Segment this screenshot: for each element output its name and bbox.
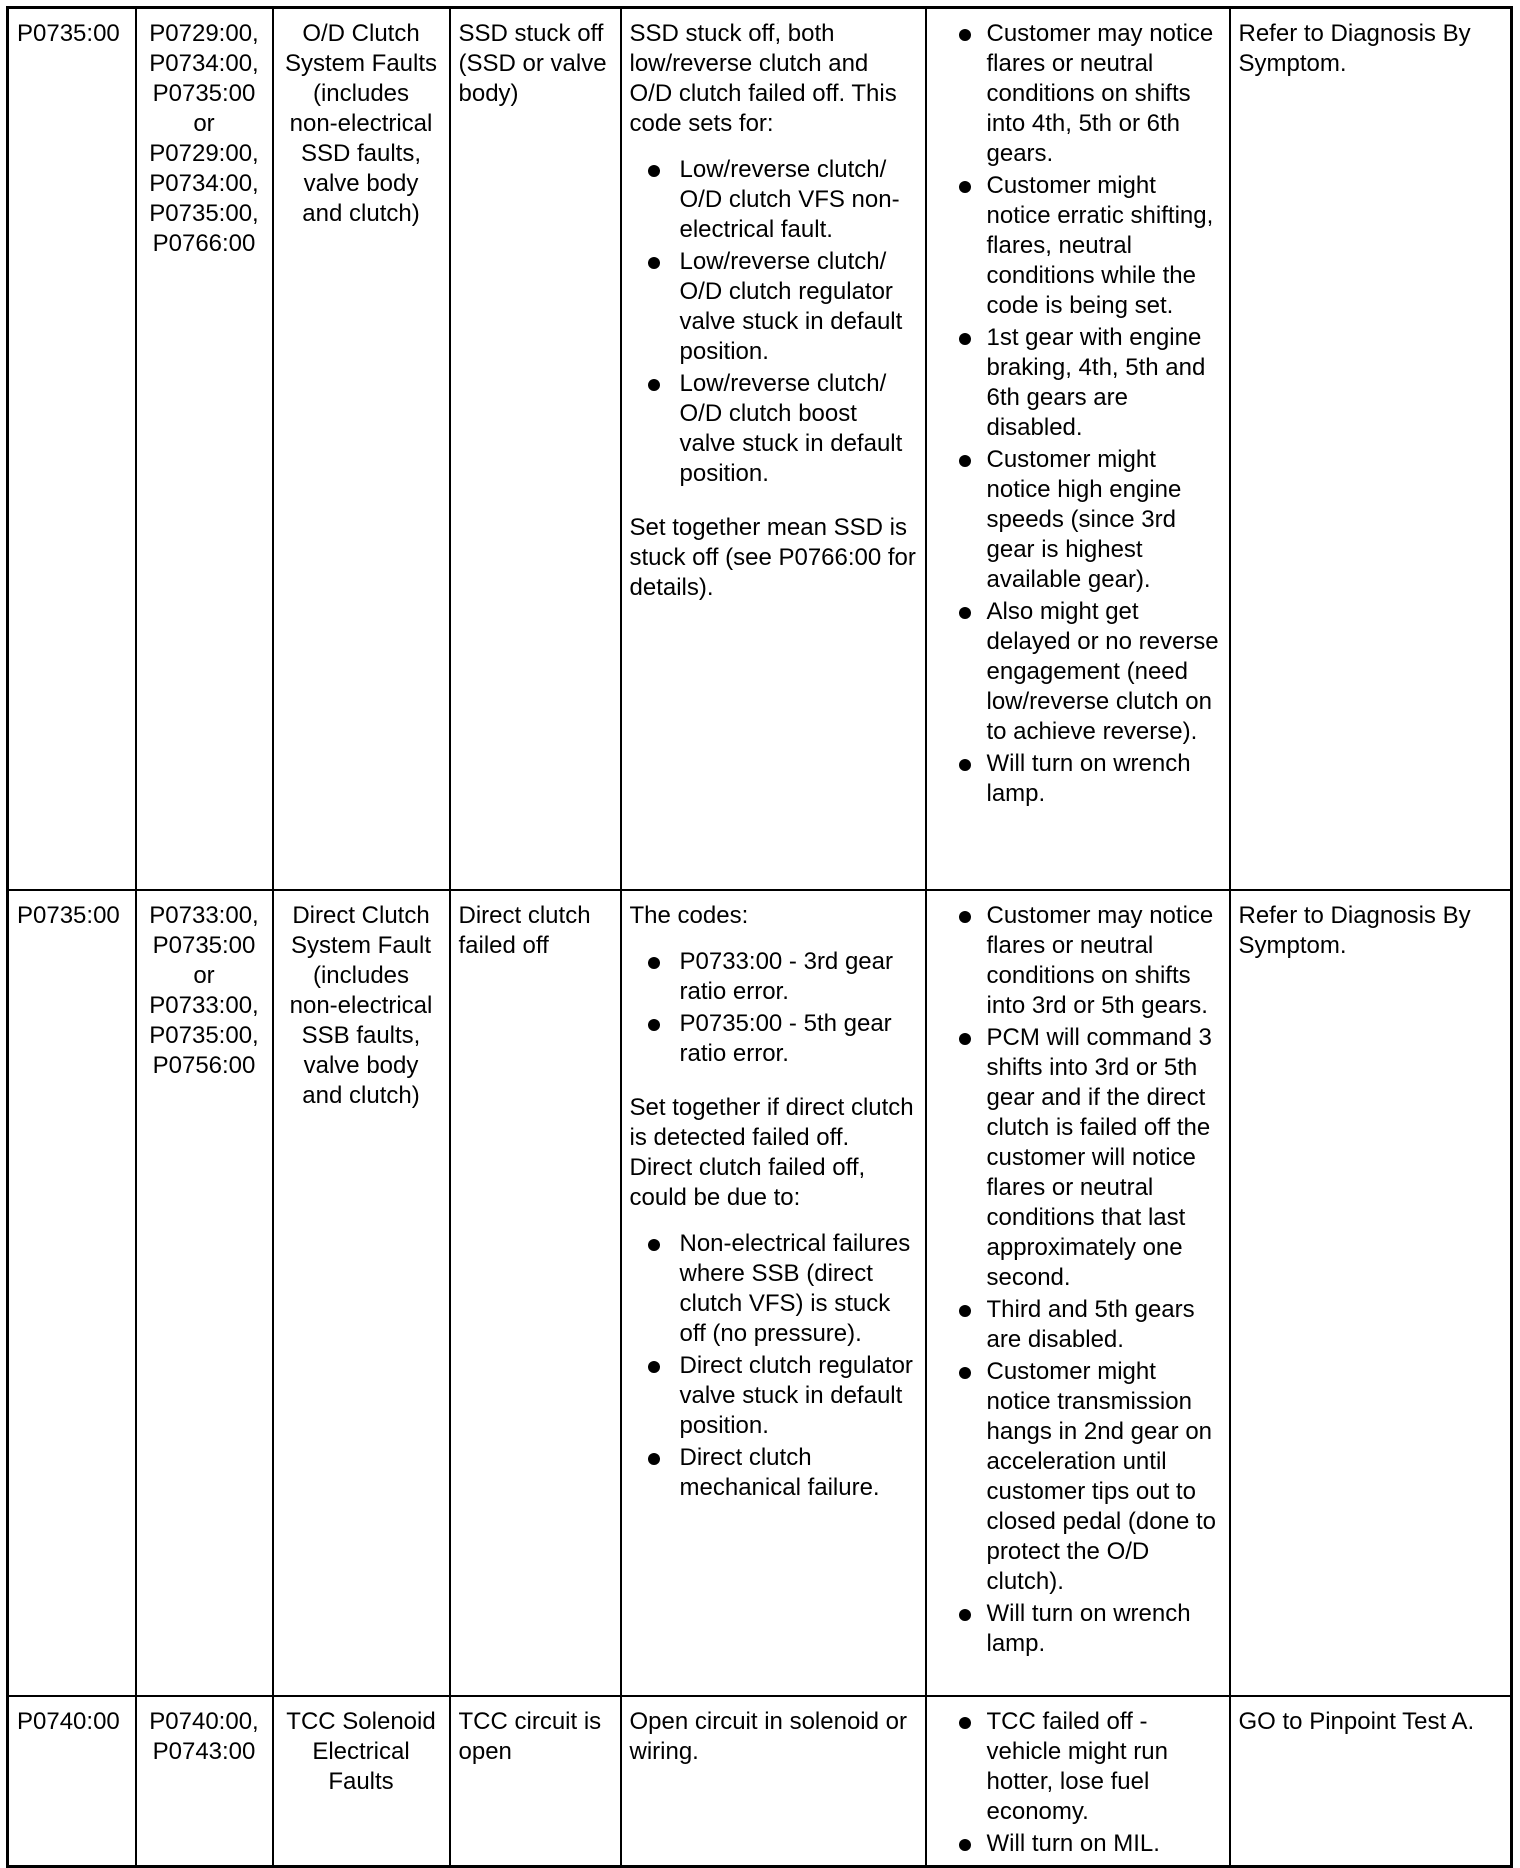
dtc-table <box>6 6 1513 1868</box>
code-line: or <box>193 961 215 989</box>
table-row <box>8 8 1512 890</box>
condition-intro: Open circuit in solenoid or wiring. <box>629 1707 907 1765</box>
description-line: valve body <box>303 170 419 197</box>
table-row <box>8 890 1512 1696</box>
list-item: Non-electrical failures where SSB (direct clutch VFS) is stuck off (no pressure). <box>630 1229 917 1349</box>
list-item: Low/reverse clutch/ O/D clutch regulator valve stuck in default position. <box>630 247 917 367</box>
description-cell <box>273 8 450 890</box>
condition-mid: Direct clutch failed off, could be due to: <box>629 1153 866 1211</box>
list-item: Direct clutch mechanical failure. <box>630 1443 917 1503</box>
fault-cell: Direct clutch failed off <box>450 890 621 1696</box>
list-item: P0735:00 - 5th gear ratio error. <box>630 1009 917 1069</box>
description-line: non-electrical <box>289 110 433 137</box>
code-line: P0740:00, <box>149 1707 259 1735</box>
fault-cell: TCC circuit is open <box>450 1696 621 1867</box>
description-line: valve body <box>303 1051 419 1079</box>
action-cell: Refer to Diagnosis By Symptom. <box>1230 8 1512 890</box>
list-item: Also might get delayed or no reverse engagement (need low/reverse clutch on to achieve reverse). <box>935 597 1221 747</box>
condition-intro: SSD stuck off, both low/reverse clutch and O/D clutch failed off. This code sets for: <box>629 20 897 137</box>
list-item: Will turn on MIL. <box>935 1829 1221 1859</box>
description-line: TCC Solenoid <box>286 1707 436 1735</box>
list-item: Customer might notice high engine speeds (since 3rd gear is highest available gear). <box>935 445 1221 595</box>
list-item: Customer might notice transmission hangs in 2nd gear on acceleration until customer tips out to closed pedal (done to protect the O/D clutch). <box>935 1357 1221 1597</box>
condition-mid: Set together if direct clutch is detected failed off. <box>629 1093 914 1151</box>
dtc-cell: P0740:00 <box>8 1696 136 1867</box>
list-item: Low/reverse clutch/ O/D clutch boost valve stuck in default position. <box>630 369 917 489</box>
codes-cell <box>136 1696 273 1867</box>
condition-cell <box>621 890 926 1696</box>
dtc-cell: P0735:00 <box>8 8 136 890</box>
code-line: P0729:00, <box>149 20 259 47</box>
code-line: P0734:00, <box>149 170 259 197</box>
description-cell <box>273 1696 450 1867</box>
list-item: PCM will command 3 shifts into 3rd or 5th gear and if the direct clutch is failed off the customer will notice flares or neutral conditions that last approximately one second. <box>935 1023 1221 1293</box>
list-item: Direct clutch regulator valve stuck in default position. <box>630 1351 917 1441</box>
code-line: P0733:00, <box>149 901 259 929</box>
dtc-cell: P0735:00 <box>8 890 136 1696</box>
list-item: Customer might notice erratic shifting, flares, neutral conditions while the code is being set. <box>935 171 1221 321</box>
symptom-list <box>935 1707 1221 1859</box>
table-row <box>8 1696 1512 1867</box>
code-line: P0733:00, <box>149 991 259 1019</box>
condition-outro: Set together mean SSD is stuck off (see P0766:00 for details). <box>629 514 916 601</box>
symptom-cell <box>926 8 1230 890</box>
code-line: P0756:00 <box>152 1051 256 1079</box>
code-line: P0735:00 <box>152 80 256 107</box>
list-item: 1st gear with engine braking, 4th, 5th and 6th gears are disabled. <box>935 323 1221 443</box>
condition-list <box>630 155 917 489</box>
description-line: SSD faults, <box>300 140 422 167</box>
symptom-cell <box>926 1696 1230 1867</box>
list-item: Low/reverse clutch/ O/D clutch VFS non-electrical fault. <box>630 155 917 245</box>
code-line: P0729:00, <box>149 140 259 167</box>
condition-intro: The codes: <box>629 901 749 929</box>
symptom-list <box>935 19 1221 809</box>
list-item: P0733:00 - 3rd gear ratio error. <box>630 947 917 1007</box>
description-line: System Fault <box>290 931 432 959</box>
action-cell: GO to Pinpoint Test A. <box>1230 1696 1512 1867</box>
description-line: Electrical <box>312 1737 410 1765</box>
description-line: O/D Clutch <box>302 20 420 47</box>
code-line: P0734:00, <box>149 50 259 77</box>
condition-list <box>630 1229 917 1503</box>
code-line: P0735:00 <box>152 931 256 959</box>
description-line: System Faults <box>284 50 438 77</box>
code-line: P0735:00, <box>149 200 259 227</box>
description-line: and clutch) <box>302 1081 420 1109</box>
description-line: and clutch) <box>302 200 420 227</box>
action-cell: Refer to Diagnosis By Symptom. <box>1230 890 1512 1696</box>
symptom-cell <box>926 890 1230 1696</box>
condition-list <box>630 947 917 1069</box>
description-cell <box>273 890 450 1696</box>
code-line: P0735:00, <box>149 1021 259 1049</box>
description-line: (includes <box>312 961 410 989</box>
list-item: Customer may notice flares or neutral conditions on shifts into 4th, 5th or 6th gears. <box>935 19 1221 169</box>
condition-cell <box>621 1696 926 1867</box>
code-line: P0743:00 <box>152 1737 256 1765</box>
list-item: Customer may notice flares or neutral conditions on shifts into 3rd or 5th gears. <box>935 901 1221 1021</box>
list-item: Will turn on wrench lamp. <box>935 749 1221 809</box>
code-line: or <box>193 110 215 137</box>
description-line: non-electrical <box>289 991 433 1019</box>
condition-cell <box>621 8 926 890</box>
list-item: Will turn on wrench lamp. <box>935 1599 1221 1659</box>
codes-cell <box>136 890 273 1696</box>
description-line: (includes <box>312 80 410 107</box>
symptom-list <box>935 901 1221 1659</box>
code-line: P0766:00 <box>152 230 256 257</box>
description-line: Direct Clutch <box>292 901 430 929</box>
fault-cell: SSD stuck off (SSD or valve body) <box>450 8 621 890</box>
list-item: TCC failed off - vehicle might run hotter, lose fuel economy. <box>935 1707 1221 1827</box>
list-item: Third and 5th gears are disabled. <box>935 1295 1221 1355</box>
description-line: SSB faults, <box>301 1021 421 1049</box>
codes-cell <box>136 8 273 890</box>
description-line: Faults <box>328 1767 394 1795</box>
